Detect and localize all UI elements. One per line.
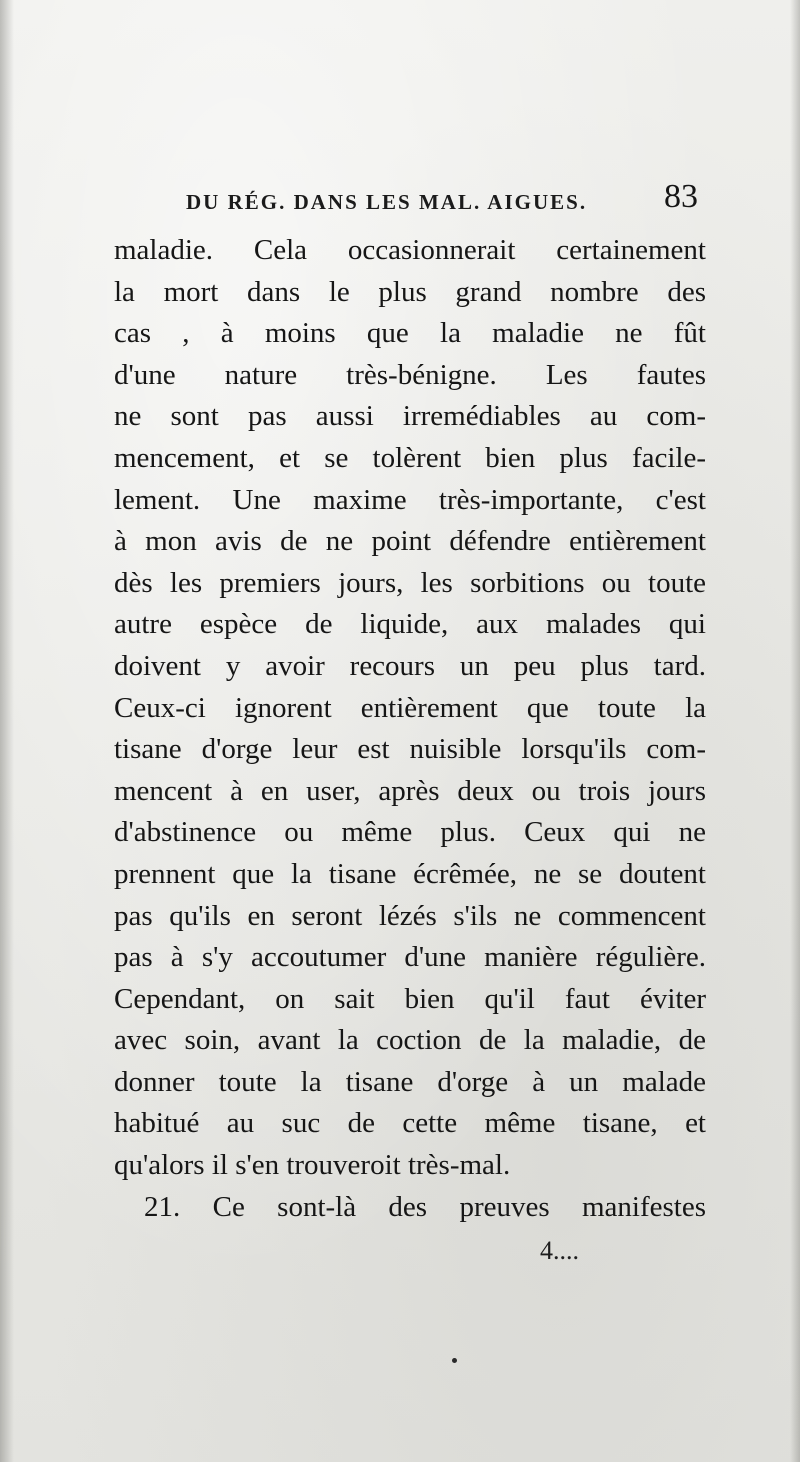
text-line: lement. Une maxime très-importante, c'est (114, 483, 706, 516)
binding-shadow (0, 0, 14, 1462)
text-line: la mort dans le plus grand nombre des (114, 275, 706, 308)
text-line: à mon avis de ne point défendre entièrement (114, 525, 706, 558)
text-line: avec soin, avant la coction de la maladie, de (114, 1024, 706, 1057)
text-line: tisane d'orge leur est nuisible lorsqu'ils com- (114, 733, 706, 766)
text-line: doivent y avoir recours un peu plus tard. (114, 649, 706, 682)
text-line: mencent à en user, après deux ou trois jours (114, 774, 706, 807)
text-line: pas à s'y accoutumer d'une manière régulière. (114, 941, 706, 974)
text-line: pas qu'ils en seront lézés s'ils ne commencent (114, 899, 706, 932)
page-edge-shadow (790, 0, 800, 1462)
text-line: dès les premiers jours, les sorbitions ou toute (114, 566, 706, 599)
text-line: donner toute la tisane d'orge à un malade (114, 1065, 706, 1098)
text-line: d'une nature très-bénigne. Les fautes (114, 358, 706, 391)
text-line: d'abstinence ou même plus. Ceux qui ne (114, 816, 706, 849)
text-line: ne sont pas aussi irremédiables au com- (114, 400, 706, 433)
text-line: mencement, et se tolèrent bien plus facile- (114, 441, 706, 474)
text-line: autre espèce de liquide, aux malades qui (114, 608, 706, 641)
text-line: maladie. Cela occasionnerait certainement (114, 234, 706, 266)
text-line: cas , à moins que la maladie ne fût (114, 317, 706, 350)
text-line: Ceux-ci ignorent entièrement que toute la (114, 691, 706, 724)
text-line: prennent que la tisane écrêmée, ne se doutent (114, 857, 706, 890)
ink-speck (452, 1358, 457, 1363)
paragraph-start-line: 21. Ce sont-là des preuves manifestes (144, 1190, 706, 1223)
text-line: habitué au suc de cette même tisane, et (114, 1107, 706, 1140)
text-line: qu'alors il s'en trouveroit très-mal. (114, 1149, 511, 1182)
text-line: Cependant, on sait bien qu'il faut éviter (114, 982, 706, 1015)
page-header (186, 178, 706, 228)
catchword: 4.... (540, 1236, 579, 1265)
page-number: 83 (664, 178, 698, 215)
running-head: DU RÉG. DANS LES MAL. AIGUES. (186, 190, 588, 214)
body-text (114, 230, 706, 1228)
